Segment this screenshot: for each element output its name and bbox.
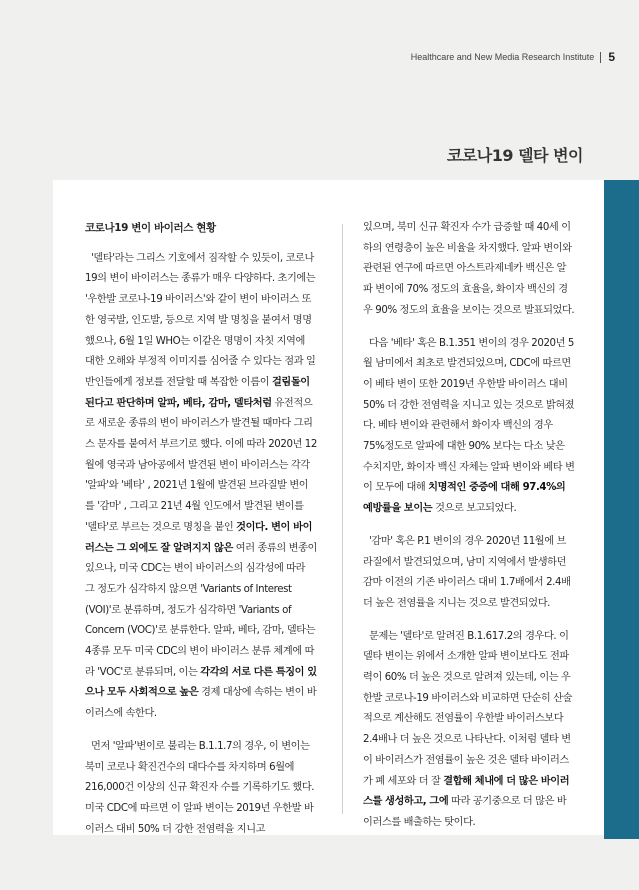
- bold-run: 각각의 서로 다른 특징이 있으나 모두 사회적으로 높은: [85, 666, 317, 699]
- section-title: 코로나19 델타 변이: [446, 146, 583, 165]
- paragraph-gamma: '감마' 혹은 P.1 변이의 경우 2020년 11월에 브라질에서 발견되었으며, 남미 지역에서 발생하던 감마 이전의 기존 바이러스 대비 1.7배에서 2.4배 더 높은 전염률을 지니는 것으로 발견되었다.: [363, 535, 571, 609]
- text-run: 다음 '베타' 혹은 B.1.351 변이의 경우 2020년 5월 남미에서 최초로 발견되었으며, CDC에 따르면 이 베타 변이 또한 2019년 우한발 바이러스 대비 50% 더 강한 전염력을 지니고 있는 것으로 밝혀졌다. 베타 변이와 관련해서 화이자 백신의 경우 75%정도로 알파에 대한 90% 보다는 다소 낮은 수치지만, 화이자 백신 자체는 알파 변이와 베타 변이 모두에 대해: [363, 337, 575, 494]
- paragraph-delta: [363, 627, 575, 834]
- text-run: 경제 대상에 속하는 변이 바이러스에 속한다.: [85, 687, 317, 720]
- header-divider: [600, 52, 601, 63]
- paragraph-beta: [363, 334, 575, 520]
- subheading: 코로나19 변이 바이러스 현황: [85, 222, 216, 234]
- bold-run: 걸림돌이 된다고 판단하며 알파, 베타, 감마, 델타처럼: [85, 376, 310, 409]
- paragraph-variant-overview: [85, 249, 317, 725]
- bold-run: 결합해 체내에 더 많은 바이러스를 생성하고, 그에: [363, 775, 570, 808]
- page-number: 5: [608, 50, 615, 64]
- paragraph-alpha: 먼저 '알파'변이로 불리는 B.1.1.7의 경우, 이 변이는 북미 코로나 확진건수의 대다수를 차지하며 6월에 216,000건 이상의 신규 확진자 수를 기록하기도 했다. 미국 CDC에 따르면 이 알파 변이는 2019년 우한발 바이러스 대비 50% 더 강한 전염력을 지니고: [85, 740, 315, 835]
- institute-name: Healthcare and New Media Research Institute: [410, 52, 595, 62]
- left-column: [85, 218, 317, 852]
- text-run: 유전적으로 새로운 종류의 변이 바이러스가 발견될 때마다 그리스 문자를 붙여서 부르기로 했다. 이에 따라 2020년 12월에 영국과 남아공에서 발견된 변이 바이러스는 각각 '알파'와 '베타' , 2021년 1월에 발견된 브라질발 변이를 '감마' , 그리고 21년 4월 인도에서 발견된 변이를 '델타'로 부르는 것으로 명칭을 붙인: [85, 397, 317, 533]
- article-card: [53, 180, 604, 835]
- running-header: [411, 50, 615, 64]
- text-run: 여러 종류의 변종이 있으나, 미국 CDC는 변이 바이러스의 심각성에 따라 그 정도가 심각하지 않으면 'Variants of Interest (VOI)'로 분류하며, 정도가 심각하면 'Variants of Concern (VOC)'로 분류한다. 알파, 베타, 감마, 델타는 4종류 모두 미국 CDC의 변이 바이러스 분류 체계에 따라 'VOC'로 분류되며, 이는: [85, 542, 317, 678]
- text-run: 문제는 '델타'로 알려진 B.1.617.2의 경우다. 이 델타 변이는 위에서 소개한 알파 변이보다도 전파력이 60% 더 높은 것으로 알려져 있는데, 이는 우한발 코로나-19 바이러스와 비교하면 단순히 산술적으로 계산해도 전염률이 우한발 바이러스보다 2.4배나 더 높은 것으로 나타난다. 이처럼 델타 변이 바이러스가 전염률이 높은 것은 델타 바이러스가 폐 세포와 더 잘: [363, 630, 573, 787]
- column-divider: [342, 224, 343, 814]
- bold-run: 치명적인 중증에 대해 97.4%의 예방률을 보이는: [363, 482, 566, 515]
- text-run: 것으로 보고되었다.: [432, 503, 517, 515]
- paragraph-alpha-cont: 있으며, 북미 신규 확진자 수가 급증할 때 40세 이하의 연령층이 높은 비율을 차지했다. 알파 변이와 관련된 연구에 따르면 아스트라제네카 백신은 알파 변이에 70% 정도의 효율을, 화이자 백신의 경우 90% 정도의 효율을 보이는 것으로 발표되었다.: [363, 222, 575, 316]
- accent-bar: [604, 180, 639, 839]
- bold-run: 것이다. 변이 바이러스는 그 외에도 잘 알려지지 않은: [85, 521, 313, 554]
- text-run: 따라 공기중으로 더 많은 바이러스를 배출하는 탓이다.: [363, 796, 567, 828]
- text-run: '델타'라는 그리스 기호에서 짐작할 수 있듯이, 코로나19의 변이 바이러스는 종류가 매우 다양하다. 초기에는 '우한발 코로나-19 바이러스'와 같이 변이 바이러스 또한 영국발, 인도발, 등으로 지역 발 명칭을 붙여서 명명했으나, 6월 1일 WHO는 이같은 명명이 자칫 지역에 대한 오해와 부정적 이미지를 심어줄 수 있다는 점과 일반인들에게 정보를 전달할 때 복잡한 이름이: [85, 252, 316, 388]
- right-column: [363, 218, 575, 846]
